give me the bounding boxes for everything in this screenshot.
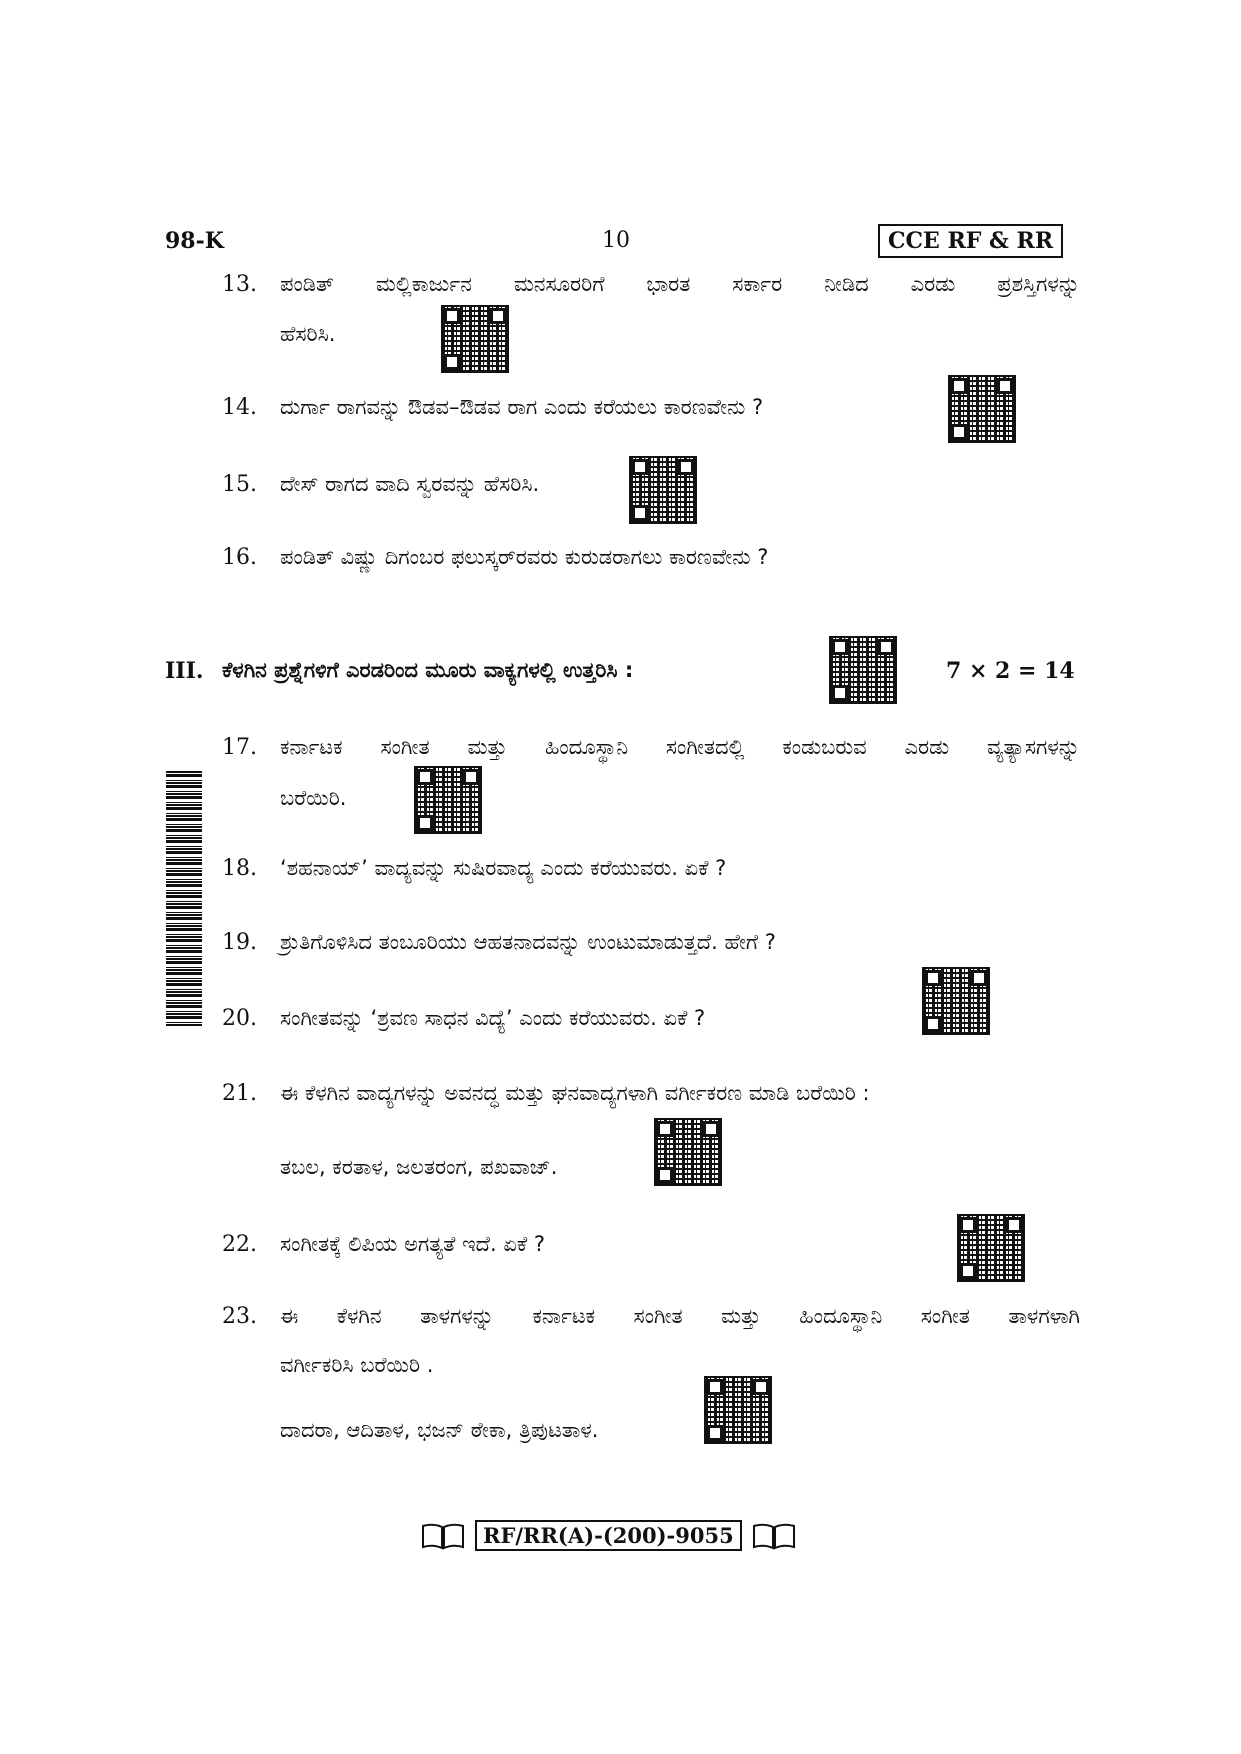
series-box: CCE RF & RR [878,224,1063,258]
question-number: 21. [222,1081,257,1106]
question-number: 18. [222,856,257,881]
qr-code-icon [441,305,509,373]
question-text: ಸಂಗೀತಕ್ಕೆ ಲಿಪಿಯ ಅಗತ್ಯತೆ ಇದೆ. ಏಕೆ ? [280,1232,546,1256]
question-number: 14. [222,395,257,420]
question-number: 23. [222,1304,257,1329]
question-paper-code: RF/RR(A)-(200)-9055 [475,1520,742,1551]
question-text-cont: ದಾದರಾ, ಆದಿತಾಳ, ಭಜನ್ ಠೇಕಾ, ತ್ರಿಪುಟತಾಳ. [280,1418,599,1442]
question-text: ‘ಶಹನಾಯ್’ ವಾದ್ಯವನ್ನು ಸುಷಿರವಾದ್ಯ ಎಂದು ಕರೆಯುವರು. ಏಕೆ ? [280,856,727,880]
question-text-cont: ಹೆಸರಿಸಿ. [280,322,336,346]
question-text: ದುರ್ಗಾ ರಾಗವನ್ನು ಔಡವ–ಔಡವ ರಾಗ ಎಂದು ಕರೆಯಲು ಕಾರಣವೇನು ? [280,395,764,419]
question-text: ಪಂಡಿತ್ ಮಲ್ಲಿಕಾರ್ಜುನ ಮನಸೂರರಿಗೆ ಭಾರತ ಸರ್ಕಾರ ನೀಡಿದ ಎರಡು ಪ್ರಶಸ್ತಿಗಳನ್ನು [280,272,1080,296]
question-text-cont: ವರ್ಗೀಕರಿಸಿ ಬರೆಯಿರಿ . [280,1353,434,1377]
question-number: 16. [222,545,257,570]
open-book-icon [421,1522,465,1550]
qr-code-icon [957,1214,1025,1282]
question-text-cont: ಬರೆಯಿರಿ. [280,786,347,810]
section-marks: 7 × 2 = 14 [946,658,1075,684]
paper-code: 98-K [165,228,224,254]
barcode-icon [166,770,202,1026]
question-number: 20. [222,1006,257,1031]
question-text: ಈ ಕೆಳಗಿನ ತಾಳಗಳನ್ನು ಕರ್ನಾಟಕ ಸಂಗೀತ ಮತ್ತು ಹಿಂದೂಸ್ಥಾನಿ ಸಂಗೀತ ತಾಳಗಳಾಗಿ [280,1304,1080,1328]
qr-code-icon [948,375,1016,443]
open-book-icon [752,1522,796,1550]
qr-code-icon [629,456,697,524]
question-text: ಈ ಕೆಳಗಿನ ವಾದ್ಯಗಳನ್ನು ಅವನದ್ಧ ಮತ್ತು ಘನವಾದ್ಯಗಳಾಗಿ ವರ್ಗೀಕರಣ ಮಾಡಿ ಬರೆಯಿರಿ : [280,1081,870,1105]
qr-code-icon [414,766,482,834]
question-text: ಸಂಗೀತವನ್ನು ‘ಶ್ರವಣ ಸಾಧನ ವಿದ್ಯೆ’ ಎಂದು ಕರೆಯುವರು. ಏಕೆ ? [280,1006,706,1030]
page-number: 10 [602,228,630,253]
qr-code-icon [829,636,897,704]
question-number: 17. [222,735,257,760]
qr-code-icon [704,1376,772,1444]
question-number: 13. [222,272,257,297]
section-instruction: ಕೆಳಗಿನ ಪ್ರಶ್ನೆಗಳಿಗೆ ಎರಡರಿಂದ ಮೂರು ವಾಕ್ಯಗಳಲ್ಲಿ ಉತ್ತರಿಸಿ : [222,658,634,682]
question-number: 19. [222,930,257,955]
section-number: III. [165,658,204,684]
question-text: ದೇಸ್ ರಾಗದ ವಾದಿ ಸ್ವರವನ್ನು ಹೆಸರಿಸಿ. [280,472,540,496]
question-number: 15. [222,472,257,497]
qr-code-icon [922,967,990,1035]
qr-code-icon [654,1118,722,1186]
footer [421,1520,796,1551]
question-text: ಪಂಡಿತ್ ವಿಷ್ಣು ದಿಗಂಬರ ಫಲುಸ್ಕರ್‌ರವರು ಕುರುಡರಾಗಲು ಕಾರಣವೇನು ? [280,545,769,569]
question-text-cont: ತಬಲ, ಕರತಾಳ, ಜಲತರಂಗ, ಪಖವಾಜ್. [280,1155,558,1179]
question-text: ಶ್ರುತಿಗೊಳಿಸಿದ ತಂಬೂರಿಯು ಆಹತನಾದವನ್ನು ಉಂಟುಮಾಡುತ್ತದೆ. ಹೇಗೆ ? [280,930,776,954]
question-text: ಕರ್ನಾಟಕ ಸಂಗೀತ ಮತ್ತು ಹಿಂದೂಸ್ಥಾನಿ ಸಂಗೀತದಲ್ಲಿ ಕಂಡುಬರುವ ಎರಡು ವ್ಯತ್ಯಾಸಗಳನ್ನು [280,735,1080,759]
question-number: 22. [222,1232,257,1257]
